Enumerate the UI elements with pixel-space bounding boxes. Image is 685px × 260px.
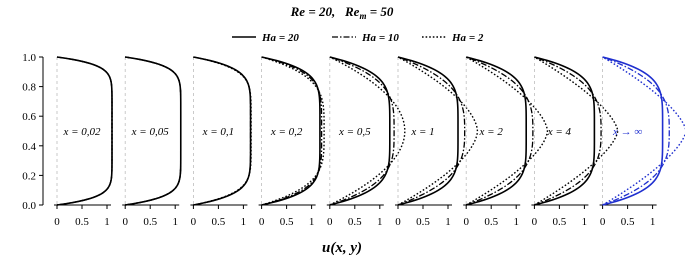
panel-label: x = 0,1 bbox=[202, 126, 235, 138]
x-axis-label bbox=[322, 240, 362, 256]
x-tick-label: 1 bbox=[377, 216, 383, 228]
x-tick-label: 0.5 bbox=[416, 216, 430, 228]
x-tick-label: 0.5 bbox=[552, 216, 567, 228]
title-rem-value: = 50 bbox=[366, 4, 394, 19]
y-tick-label: 0.8 bbox=[22, 81, 36, 94]
panel-label: x = 0,02 bbox=[63, 126, 101, 138]
panel bbox=[327, 57, 405, 228]
y-tick-label: 1.0 bbox=[22, 52, 36, 64]
chart-title bbox=[290, 4, 394, 21]
x-tick-label: 0.5 bbox=[279, 216, 294, 228]
legend bbox=[232, 32, 484, 44]
y-axis bbox=[22, 52, 43, 212]
x-tick-label: 0.5 bbox=[484, 216, 499, 228]
x-tick-label: 0.5 bbox=[211, 216, 226, 228]
x-tick-label: 1 bbox=[649, 216, 656, 228]
svg-text:Ha = 20 bbox=[261, 32, 299, 44]
panel bbox=[190, 57, 251, 228]
title-rem-symbol: Re bbox=[344, 4, 360, 19]
panel-label: x = 0,2 bbox=[270, 126, 303, 138]
x-axis-label-u: u bbox=[322, 240, 331, 256]
y-tick-label: 0.0 bbox=[22, 200, 36, 212]
x-tick-label: 1 bbox=[172, 216, 178, 228]
x-tick-label: 1 bbox=[104, 216, 110, 228]
x-tick-label: 0 bbox=[531, 216, 538, 228]
panel-label: x → ∞ bbox=[612, 126, 643, 138]
panel bbox=[122, 57, 181, 228]
legend-entry-ha-10 bbox=[332, 32, 399, 44]
panel-label: x = 1 bbox=[411, 126, 435, 138]
x-tick-label: 1 bbox=[581, 216, 588, 228]
x-tick-label: 0 bbox=[54, 216, 60, 228]
x-tick-label: 0 bbox=[395, 216, 401, 228]
svg-text:Ha = 2 bbox=[451, 32, 484, 44]
panel-label: x = 2 bbox=[479, 126, 503, 138]
panel-label: x = 0,05 bbox=[131, 126, 169, 138]
x-tick-label: 0 bbox=[258, 216, 265, 228]
series-line bbox=[398, 57, 477, 205]
panel bbox=[531, 57, 617, 228]
legend-ha-value: = 10 bbox=[376, 32, 399, 44]
panel bbox=[395, 57, 477, 228]
x-tick-label: 0 bbox=[599, 216, 606, 228]
y-tick-label: 0.2 bbox=[22, 170, 36, 183]
legend-ha-value: = 20 bbox=[276, 32, 299, 44]
panels bbox=[54, 57, 685, 228]
x-tick-label: 1 bbox=[240, 216, 247, 228]
legend-ha-symbol: Ha bbox=[262, 32, 277, 44]
x-tick-label: 0.5 bbox=[347, 216, 362, 228]
panel bbox=[600, 57, 685, 228]
title-re-value: = 20, bbox=[305, 4, 345, 19]
x-tick-label: 0 bbox=[190, 216, 197, 228]
title-re-symbol: Re bbox=[290, 4, 306, 19]
legend-ha-symbol: Ha bbox=[452, 32, 467, 44]
x-tick-label: 0.5 bbox=[75, 216, 89, 228]
y-tick-label: 0.4 bbox=[22, 140, 36, 153]
legend-entry-ha-2 bbox=[422, 32, 484, 44]
x-tick-label: 0.5 bbox=[620, 216, 635, 228]
panel bbox=[54, 57, 112, 228]
svg-text:Ha = 10 bbox=[361, 32, 399, 44]
x-tick-label: 1 bbox=[308, 216, 315, 228]
x-tick-label: 0 bbox=[122, 216, 128, 228]
panel bbox=[463, 57, 547, 228]
y-tick-label: 0.6 bbox=[22, 111, 36, 124]
panel bbox=[259, 57, 325, 228]
legend-ha-value: = 2 bbox=[466, 32, 484, 44]
legend-entry-ha-20 bbox=[232, 32, 299, 44]
x-tick-label: 0 bbox=[327, 216, 333, 228]
panel-label: x = 0,5 bbox=[339, 126, 371, 138]
title-rem-subscript: m bbox=[359, 11, 367, 21]
legend-ha-symbol: Ha bbox=[362, 32, 377, 44]
x-tick-label: 1 bbox=[513, 216, 519, 228]
x-axis-label-args: (x, y) bbox=[330, 240, 362, 256]
series-line bbox=[466, 57, 547, 205]
x-tick-label: 0 bbox=[463, 216, 469, 228]
x-tick-label: 0.5 bbox=[143, 216, 158, 228]
panel-label: x = 4 bbox=[547, 126, 572, 138]
x-tick-label: 1 bbox=[445, 216, 451, 228]
